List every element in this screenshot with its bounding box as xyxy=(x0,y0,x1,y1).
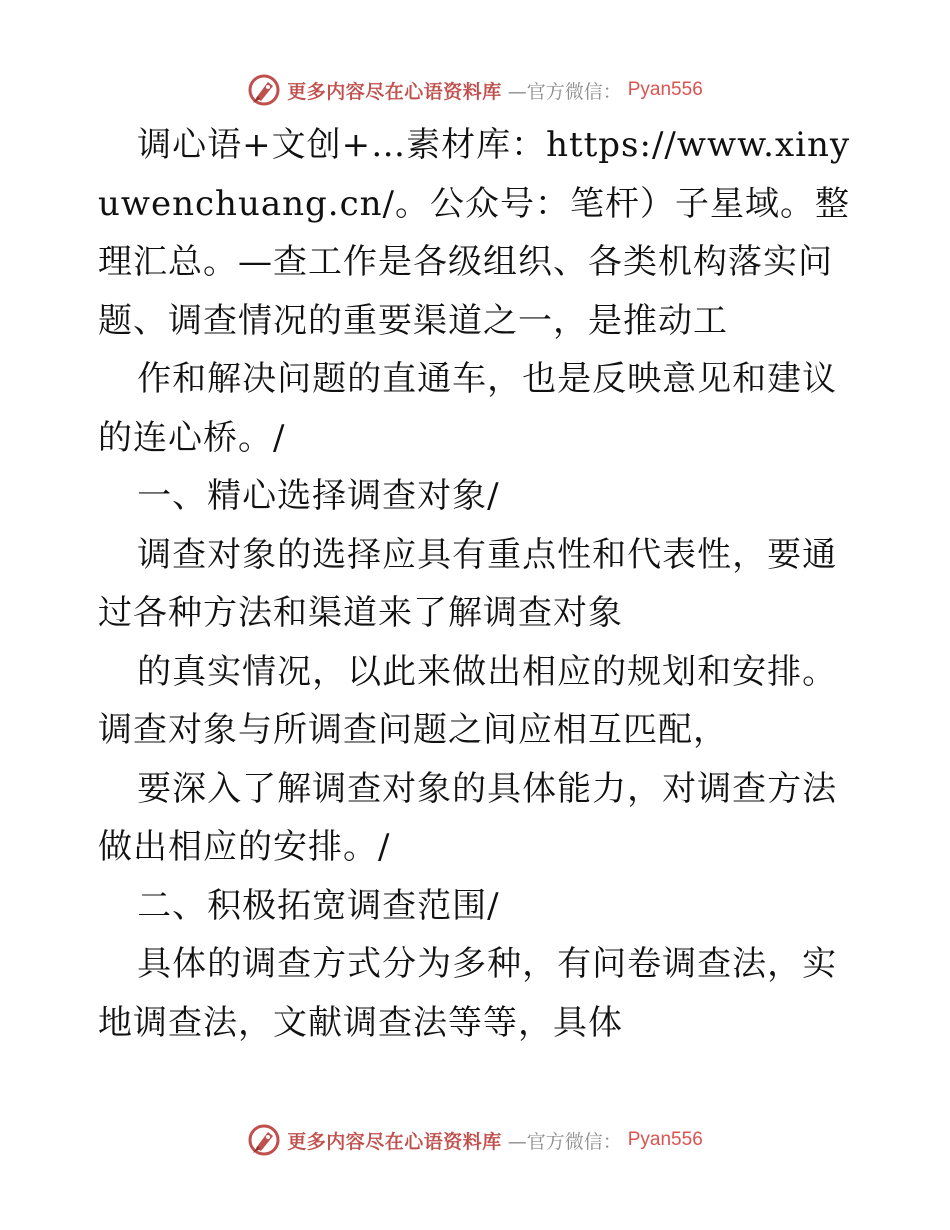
section-heading: 二、积极拓宽调查范围/ xyxy=(137,885,500,926)
paragraph: 要深入了解调查对象的具体能力，对调查方法做出相应的安排。/ xyxy=(98,768,838,867)
footer-brand-text: 更多内容尽在心语资料库 xyxy=(287,1130,502,1153)
pen-nib-circle-icon xyxy=(247,73,281,107)
footer-official-text: —官方微信： xyxy=(507,1130,622,1153)
footer-watermark xyxy=(0,1120,950,1160)
paragraph: 的真实情况，以此来做出相应的规划和安排。调查对象与所调查问题之间应相互匹配， xyxy=(98,651,838,750)
footer-wechat-id: Pyan556 xyxy=(627,1129,703,1150)
paragraph: 调查对象的选择应具有重点性和代表性，要通过各种方法和渠道来了解调查对象 xyxy=(98,534,838,633)
paragraph: 调心语+文创+…素材库：https://www.xinyuwenchuang.cn/。公众号：笔杆）子星域。整理汇总。—查工作是各级组织、各类机构落实问题、调查情况的重要渠道之一，是推动工 xyxy=(98,125,851,341)
paragraph: 作和解决问题的直通车，也是反映意见和建议的连心桥。/ xyxy=(98,359,838,458)
paragraph: 具体的调查方式分为多种，有问卷调查法，实地调查法，文献调查法等等，具体 xyxy=(98,944,838,1043)
document-body xyxy=(98,116,854,1052)
header-wechat-id: Pyan556 xyxy=(627,79,703,100)
pen-nib-circle-icon xyxy=(247,1123,281,1157)
header-watermark xyxy=(0,70,950,110)
header-brand-text: 更多内容尽在心语资料库 xyxy=(287,80,502,103)
section-heading: 一、精心选择调查对象/ xyxy=(137,476,500,516)
header-official-text: —官方微信： xyxy=(507,80,622,103)
